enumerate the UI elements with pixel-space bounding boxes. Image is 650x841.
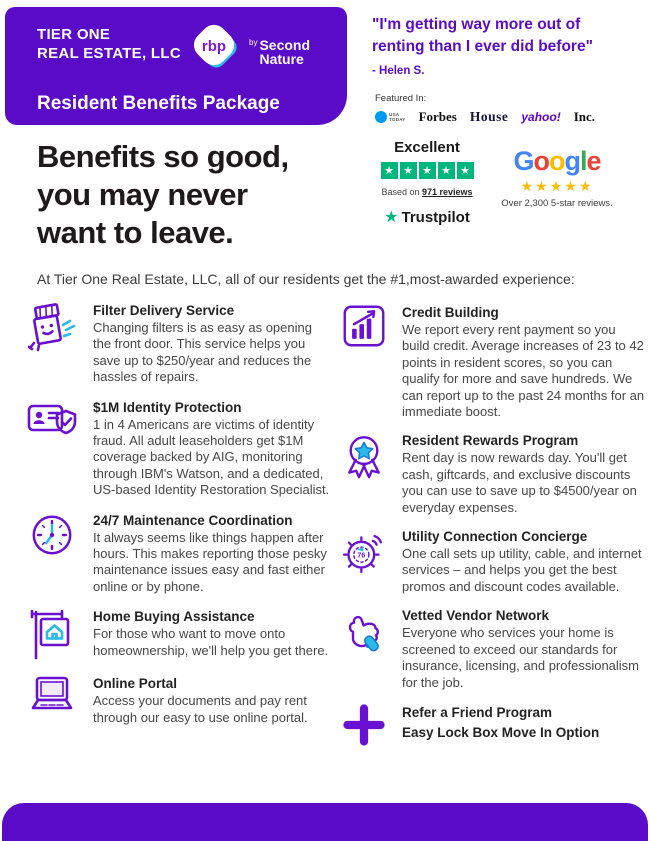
benefit-title: 24/7 Maintenance Coordination [93,512,293,528]
featured-logos [375,109,635,125]
trustpilot-rating-label: Excellent [394,139,460,156]
package-title: Resident Benefits Package [37,93,280,114]
brand-by: by [249,38,258,47]
plus-icon [342,703,386,747]
benefit-title: Resident Rewards Program [402,433,579,449]
usa-today-dot-icon [375,111,387,123]
google-stars: ★★★★★ [520,178,594,194]
extra-line-2: Easy Lock Box Move In Option [402,724,600,740]
benefit-title: Vetted Vendor Network [402,608,550,624]
star-icon: ★ [381,162,398,179]
benefits-column-right [341,304,646,747]
trustpilot-review-count: Based on 971 reviews [381,187,473,197]
home-sign-icon [29,608,75,662]
star-icon: ★ [457,162,474,179]
inc-logo: Inc. [573,109,596,124]
headline: Benefits so good, you may never want to leave. [37,139,289,250]
rbp-logo [185,17,310,77]
benefit-title: Filter Delivery Service [93,303,235,318]
identity-protection-icon [26,399,78,443]
benefit-vetted-vendors [341,607,646,691]
intro-line: At Tier One Real Estate, LLC, all of our residents get the #1,most-awarded experience: [37,271,575,287]
brand-name: Second Nature [259,37,311,67]
trustpilot-review-block [368,139,486,227]
benefit-body: Access your documents and pay rent through our easy to use online portal. [93,693,308,725]
featured-in [375,93,635,125]
usa-today-logo: USA TODAY [375,111,406,123]
benefit-body: It always seems like things happen after hours. This makes reporting those pesky maintenance issues easy and fast either online or by phone. [93,529,327,594]
testimonial-attribution: - Helen S. [372,65,425,77]
star-icon: ★ [419,162,436,179]
laptop-icon [26,675,78,717]
star-icon: ★ [438,162,455,179]
benefit-online-portal [26,675,332,726]
benefit-extras [341,703,646,747]
benefit-credit-building [341,304,646,420]
benefit-title: Online Portal [93,676,178,692]
extra-line-1: Refer a Friend Program [402,704,553,720]
company-name-line2: REAL ESTATE, LLC [37,45,181,62]
benefit-resident-rewards [341,432,646,516]
footer-bar [2,803,648,841]
star-icon: ★ [400,162,417,179]
trustpilot-logo: ★ Trustpilot [384,208,470,226]
benefit-body: Rent day is now rewards day. You'll get cash, giftcards, and exclusive discounts you can use to save up to $4500/year on everyday expenses. [402,450,637,515]
google-review-block [487,146,627,209]
house-logo: House [469,109,509,124]
benefit-body: One call sets up utility, cable, and internet services – and helps you get the best promos and discount codes available. [402,546,642,594]
trustpilot-stars [368,162,486,179]
benefit-maintenance [26,512,332,596]
benefit-identity-protection [26,399,332,499]
benefit-body: Changing filters is as easy as opening the front door. This service helps you save up to $250/year and reduces the hassles of repairs. [93,320,312,385]
benefit-filter-delivery [26,302,332,386]
benefit-body: For those who want to move onto homeownership, we'll help you get there. [93,626,329,658]
rewards-medal-icon [342,432,386,482]
company-name-line1: TIER ONE [37,26,111,43]
google-review-caption: Over 2,300 5-star reviews. [501,198,613,209]
benefit-title: Credit Building [402,305,499,320]
testimonial [372,14,640,77]
trustpilot-star-icon: ★ [384,209,399,226]
header-card [5,7,347,125]
yahoo-logo: yahoo! [521,110,561,124]
benefit-title: Utility Connection Concierge [402,529,588,545]
forbes-logo: Forbes [418,109,457,124]
credit-chart-icon [342,304,386,348]
rbp-logo-text: rbp [201,38,227,55]
benefit-body: Everyone who services your home is screened to exceed our standards for insurance, licensing, and professionalism for the job. [402,625,640,690]
benefit-home-buying [26,608,332,662]
utility-dial-icon [341,528,387,576]
maintenance-clock-icon [29,512,75,558]
testimonial-quote: "I'm getting way more out of renting than I ever did before" [372,16,593,55]
utility-dial-value: 76 [357,552,366,560]
benefit-body: 1 in 4 Americans are victims of identity fraud. All adult leaseholders get $1M coverage backed by AIG, monitoring through IBM's Watson, and a dedicated, US-based Identity Restoration Specialist. [93,416,330,498]
second-nature-brand [249,28,310,66]
thumbs-up-icon [342,607,386,655]
google-logo: Google [513,146,601,176]
benefit-title: $1M Identity Protection [93,399,242,415]
filter-delivery-icon [26,302,78,352]
benefit-utility-concierge [341,528,646,595]
featured-label: Featured In: [375,93,427,104]
benefit-body: We report every rent payment so you build credit. Average increases of 23 to 42 points in resident scores, so you can qualify for more and save hundreds. We can report up to the past 24 months for an immediate boost. [402,322,645,420]
benefit-title: Home Buying Assistance [93,609,255,625]
rbp-badge-icon [185,17,245,77]
company-name [37,25,181,63]
benefits-column-left [26,302,332,726]
